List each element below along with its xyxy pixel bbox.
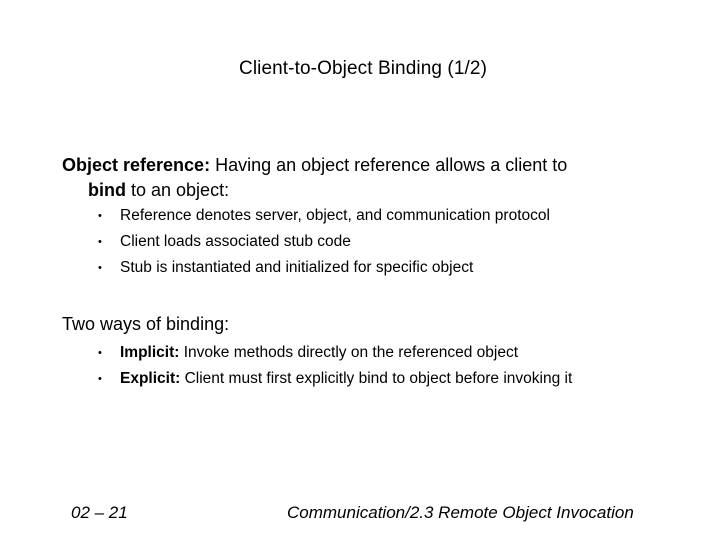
object-reference-desc: Having an object reference allows a client to <box>210 155 568 175</box>
list-item <box>98 229 550 255</box>
implicit-desc: Invoke methods directly on the referenced object <box>179 344 519 361</box>
list-item <box>98 255 550 281</box>
bullet-icon: • <box>98 210 102 222</box>
binding-ways-heading: Two ways of binding: <box>62 314 230 334</box>
object-reference-bullets <box>98 203 550 281</box>
binding-ways-bullets <box>98 340 572 392</box>
list-item <box>98 366 572 392</box>
implicit-term: Implicit: <box>120 344 180 361</box>
binding-ways-paragraph <box>62 312 229 337</box>
explicit-desc: Client must first explicitly bind to object before invoking it <box>180 370 573 387</box>
page-number: 02 – 21 <box>71 503 128 522</box>
list-item <box>98 203 550 229</box>
slide-title: Client-to-Object Binding (1/2) <box>239 58 487 79</box>
bind-desc: to an object: <box>126 180 230 200</box>
object-reference-term: Object reference: <box>62 155 211 175</box>
bullet-icon: • <box>98 262 102 274</box>
object-reference-line2 <box>62 178 567 203</box>
list-item-text: Reference denotes server, object, and communication protocol <box>120 207 550 224</box>
footer-section-title: Communication/2.3 Remote Object Invocation <box>287 503 634 522</box>
list-item-text: Client loads associated stub code <box>120 233 351 250</box>
bullet-icon: • <box>98 373 102 385</box>
bullet-icon: • <box>98 347 102 359</box>
bind-term: bind <box>88 180 126 200</box>
explicit-term: Explicit: <box>120 370 181 387</box>
object-reference-paragraph <box>62 153 567 203</box>
list-item <box>98 340 572 366</box>
bullet-icon: • <box>98 236 102 248</box>
list-item-text: Stub is instantiated and initialized for specific object <box>120 259 474 276</box>
